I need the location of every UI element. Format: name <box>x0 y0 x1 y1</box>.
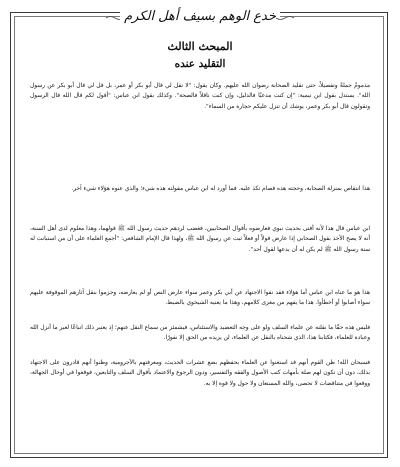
paragraph-6: فسبحان الله! ظن القوم أنهم قد استغنوا عن العلماء بحفظهم بضع عشرات الحديث، ومعرفتهم بالآجرومية، وظنوا أنهم قادرون على الاجتهاد بذلك، دون أن تكون لهم صلة بأمهات كتب الأصول والفقه والتفسير، ودون الرجوع والاعتماد بأقوال السلف والتابعين، فوقعوا في أوحال الجهالة، ووقعوا في متناقضات لا تحصى، والله المستعان ولا حول ولا قوة إلا به. <box>30 359 370 387</box>
paragraph-3: ابن عباس قال هذا لأنه أفتى بحديث نبوي فعارضوه بأقوال الصحابيين، فغضب لردهم حديث رسول الله ﷺ قولهما، وهذا معلوم لدى أهل السنة، أنه لا يصح الأخذ بقول الصحابي إذا عارض قولاً أو فعلاً ثبت عن رسول الله ﷺ، ولهذا قال الإمام الشافعي: "أجمع العلماء على أن من استبانت له سنة رسول الله ﷺ لم يكن له أن يدعها لقول أحد". <box>30 225 370 253</box>
section-heading: المبحث الثالث <box>167 40 233 53</box>
paragraph-4: هذا هو ما عناه ابن عباس أما هؤلاء فقد نفوا الاجتهاد عن أبي بكر وعمر سواء عارض النص أو لم يعارضه، وجزموا بنقل آثارهم الموقوفة عليهم سواء أصابوا أو أخطأوا. هذا ما يفهم من مغزى كلامهم، وهذا ما يعنيه الشيخوي بالضبط. <box>30 289 370 307</box>
ornament-right-icon <box>276 15 294 21</box>
paragraph-2: هذا انتقاص بمنزلة الصحابة، وحجته هذه قصام تكذ عليه. فما أورد له ابن عباس مقولته هذه شيء؛ والذي عنوه هؤلاء شيء آخر. <box>71 185 370 192</box>
header-calligraphy-title: خدع الوهم بسيف أهل الكرم <box>120 6 280 28</box>
paragraph-1: مذمومٌ جملةً وتفصيلاً، حتى تقليد الصحابة رضوان الله عليهم. وكان يقول: "لا تقل لي قال أبو بكر أو عمر، بل قل لي قال أبو بكر عن رسول الله". يستدل بقول ابن تيمية: "إن كنت مدعيًا فالدليل، وإن كنت ناقلاً فالصحة". وكذلك بقول ابن عباس: "أقول لكم قال الله قال الرسول وتقولون قال أبو بكر وعمر، يوشك أن تنزل عليكم حجارة من السماء". <box>30 82 370 110</box>
paragraph-5: فليس هذه حقًا ما نقلته عن علماء السلف ولو على وجه التعضيد والاستئناس، فيشمئز من سماع النقل عنهم؛ إذ يعتبر ذلك اتباعًا لغير ما أنزل الله وعبادة للعلماء، فكتابنا هذا، الذي شحناه بالنقل عن العلماء، لن يزيده من الحق إلا نفورًا. <box>30 324 370 342</box>
subsection-heading: التقليد عنده <box>174 58 226 70</box>
